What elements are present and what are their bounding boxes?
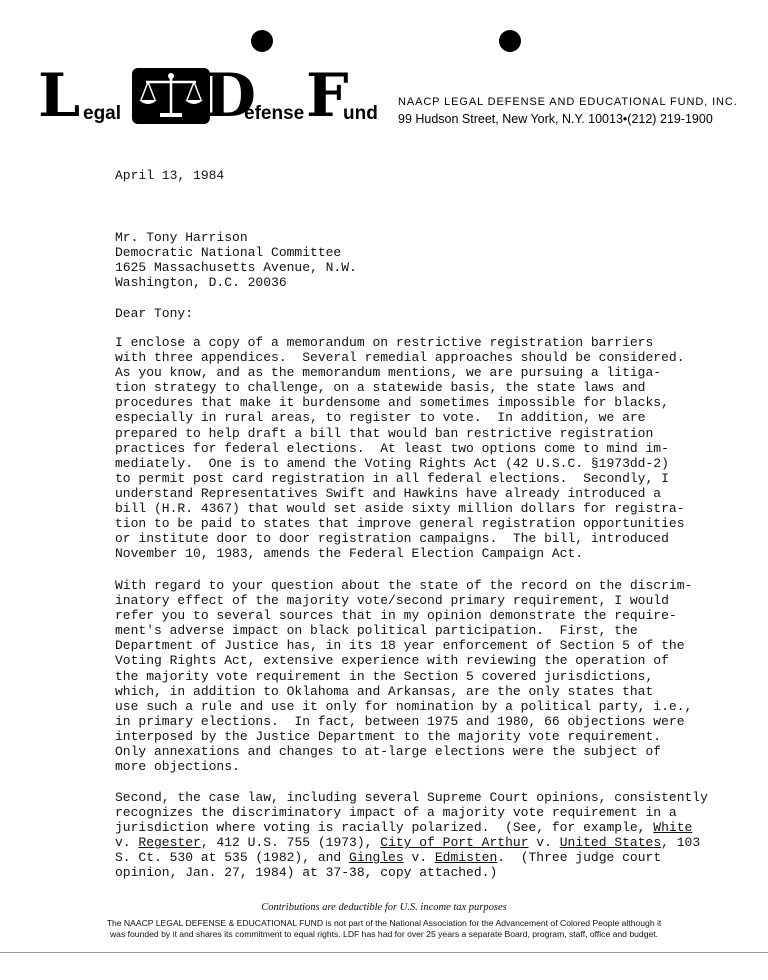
case-citation-united-states: United States bbox=[559, 835, 662, 851]
paragraph-line: to permit post card registration in all federal elections. Secondly, I bbox=[115, 470, 669, 486]
paragraph-line: in primary elections. In fact, between 1975 and 1980, 66 objections were bbox=[115, 713, 685, 729]
recipient-address bbox=[115, 230, 695, 290]
paragraph-line: use such a rule and use it only for nomination by a political party, i.e., bbox=[115, 698, 693, 714]
logo-letter-f: F bbox=[306, 61, 349, 131]
punch-hole-right bbox=[499, 30, 521, 52]
paragraph-line: Second, the case law, including several Supreme Court opinions, consistently bbox=[115, 790, 708, 805]
paragraph-line: With regard to your question about the state of the record on the discrim- bbox=[115, 578, 693, 593]
text-segment: S. Ct. 530 at 535 (1982), and bbox=[115, 850, 350, 866]
text-segment: , 103 bbox=[661, 835, 701, 851]
recipient-city: Washington, D.C. 20036 bbox=[115, 275, 287, 291]
paragraph-line: ment's adverse impact on black political participation. First, the bbox=[115, 623, 638, 639]
paragraph-line: which, in addition to Oklahoma and Arkansas, are the only states that bbox=[115, 683, 654, 699]
organization-name: NAACP LEGAL DEFENSE AND EDUCATIONAL FUND, INC. bbox=[398, 96, 738, 108]
paragraph-line: November 10, 1983, amends the Federal Election Campaign Act. bbox=[115, 546, 584, 562]
case-citation-edmisten: Edmisten bbox=[434, 850, 498, 866]
paragraph-line: more objections. bbox=[115, 759, 240, 775]
logo-word-efense: efense bbox=[244, 103, 305, 124]
paragraph-line: As you know, and as the memorandum mentions, we are pursuing a litiga- bbox=[115, 365, 662, 381]
ldf-logo bbox=[38, 61, 383, 131]
punch-hole-left bbox=[251, 30, 273, 52]
paragraph-line: I enclose a copy of a memorandum on restrictive registration barriers bbox=[115, 335, 654, 350]
recipient-organization: Democratic National Committee bbox=[115, 245, 342, 261]
text-segment: , 412 U.S. 755 (1973), bbox=[200, 835, 381, 851]
case-citation-regester: Regester bbox=[138, 835, 201, 851]
paragraph-line: prepared to help draft a bill that would ban restrictive registration bbox=[115, 425, 654, 441]
paragraph-line bbox=[115, 850, 695, 865]
paragraph-line: Department of Justice has, in its 18 year enforcement of Section 5 of the bbox=[115, 638, 685, 654]
logo-letter-d: D bbox=[204, 61, 257, 131]
case-citation-port-arthur: City of Port Arthur bbox=[380, 835, 529, 851]
paragraph-line: Voting Rights Act, extensive experience with reviewing the operation of bbox=[115, 653, 669, 669]
paragraph-line: inatory effect of the majority vote/second primary requirement, I would bbox=[115, 593, 669, 609]
logo-letter-l: L bbox=[38, 61, 81, 131]
paragraph-line: recognizes the discriminatory impact of a majority vote requirement in a bbox=[115, 805, 677, 821]
case-citation-white: White bbox=[653, 820, 693, 836]
tax-deductible-note: Contributions are deductible for U.S. income tax purposes bbox=[261, 902, 507, 913]
scales-of-justice-icon bbox=[132, 68, 210, 124]
paragraph-line: procedures that make it burdensome and sometimes impossible for blacks, bbox=[115, 395, 669, 411]
disclaimer-line: was founded by it and shares its commitment to equal rights. LDF has had for over 25 years a separate Board, program, staff, office and budget. bbox=[109, 929, 659, 939]
page-bottom-edge bbox=[0, 952, 768, 953]
paragraph-line bbox=[115, 835, 701, 851]
text-segment: v. bbox=[403, 850, 435, 866]
paragraph-line: the majority vote requirement in the Section 5 covered jurisdictions, bbox=[115, 668, 654, 684]
paragraph-line: with three appendices. Several remedial approaches should be considered. bbox=[115, 350, 685, 366]
paragraph-line: tion to be paid to states that improve general registration opportunities bbox=[115, 516, 685, 532]
text-segment: v. bbox=[115, 835, 139, 851]
logo-word-egal: egal bbox=[83, 103, 122, 124]
paragraph-line: tion strategy to challenge, on a statewide basis, the state laws and bbox=[115, 380, 646, 396]
paragraph-line: Only annexations and changes to at-large elections were the subject of bbox=[115, 744, 662, 760]
paragraph-line: bill (H.R. 4367) that would set aside sixty million dollars for registra- bbox=[115, 501, 685, 517]
paragraph-1 bbox=[115, 335, 695, 561]
logo-word-und: und bbox=[343, 103, 378, 124]
paragraph-line: opinion, Jan. 27, 1984) at 37-38, copy attached.) bbox=[115, 865, 498, 881]
text-segment: v. bbox=[528, 835, 560, 851]
case-citation-gingles: Gingles bbox=[349, 850, 404, 866]
recipient-street: 1625 Massachusetts Avenue, N.W. bbox=[115, 260, 357, 276]
paragraph-line: or institute door to door registration campaigns. The bill, introduced bbox=[115, 531, 669, 547]
paragraph-2 bbox=[115, 578, 695, 774]
paragraph-line: interposed by the Justice Department to the majority vote requirement. bbox=[115, 728, 662, 744]
salutation: Dear Tony: bbox=[115, 306, 194, 321]
paragraph-3 bbox=[115, 790, 708, 881]
recipient-name: Mr. Tony Harrison bbox=[115, 230, 248, 245]
text-segment: . (Three judge court bbox=[497, 850, 662, 866]
paragraph-line: understand Representatives Swift and Hawkins have already introduced a bbox=[115, 485, 662, 501]
organization-disclaimer bbox=[0, 918, 768, 940]
text-segment: jurisdiction where voting is racially polarized. (See, for example, bbox=[115, 820, 654, 836]
paragraph-line: especially in rural areas, to register to vote. In addition, we are bbox=[115, 410, 646, 426]
organization-info bbox=[398, 96, 738, 126]
paragraph-line: mediately. One is to amend the Voting Rights Act (42 U.S.C. §1973dd-2) bbox=[115, 455, 669, 471]
paragraph-line bbox=[115, 820, 695, 835]
letter-date: April 13, 1984 bbox=[115, 168, 225, 183]
paragraph-line: refer you to several sources that in my opinion demonstrate the require- bbox=[115, 608, 677, 624]
organization-address: 99 Hudson Street, New York, N.Y. 10013•(212) 219-1900 bbox=[398, 112, 713, 126]
disclaimer-line: The NAACP LEGAL DEFENSE & EDUCATIONAL FUND is not part of the National Association for the Advancement of Colored People although it bbox=[106, 918, 662, 928]
paragraph-line: practices for federal elections. At least two options come to mind im- bbox=[115, 440, 669, 456]
